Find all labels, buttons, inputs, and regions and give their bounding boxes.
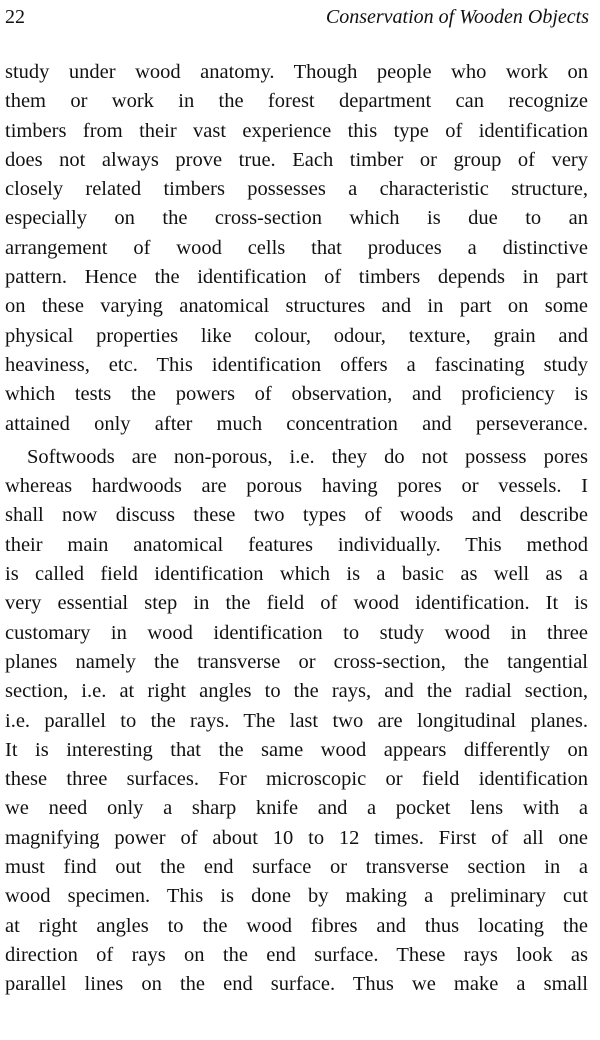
text-line: timbers from their vast experience this type of identification xyxy=(5,119,588,142)
text-line: direction of rays on the end surface. These rays look as xyxy=(5,943,588,966)
body-text xyxy=(5,58,588,1000)
text-line: closely related timbers possesses a characteristic structure, xyxy=(5,178,588,201)
text-line: them or work in the forest department can recognize xyxy=(5,90,588,113)
text-line: section, i.e. at right angles to the rays, and the radial section, xyxy=(5,680,588,703)
text-line: physical properties like colour, odour, texture, grain and xyxy=(5,324,588,347)
text-line: Softwoods are non-porous, i.e. they do not possess pores xyxy=(27,445,588,468)
page-header xyxy=(5,6,589,36)
text-line: at right angles to the wood fibres and thus locating the xyxy=(5,914,588,937)
text-line: pattern. Hence the identification of timbers depends in part xyxy=(5,266,588,289)
text-line: must find out the end surface or transverse section in a xyxy=(5,856,588,879)
text-line: we need only a sharp knife and a pocket lens with a xyxy=(5,797,588,820)
text-line: these three surfaces. For microscopic or field identification xyxy=(5,768,588,791)
text-line: especially on the cross-section which is due to an xyxy=(5,207,588,230)
text-line: study under wood anatomy. Though people who work on xyxy=(5,61,588,83)
text-line: planes namely the transverse or cross-section, the tangential xyxy=(5,650,588,673)
text-line: i.e. parallel to the rays. The last two are longitudinal planes. xyxy=(5,709,588,732)
text-line: is called field identification which is a basic as well as a xyxy=(5,563,588,586)
text-line: on these varying anatomical structures and in part on some xyxy=(5,295,588,318)
text-line: It is interesting that the same wood appears differently on xyxy=(5,738,588,761)
text-line: does not always prove true. Each timber or group of very xyxy=(5,148,588,171)
page-number: 22 xyxy=(5,6,25,28)
text-line: very essential step in the field of wood identification. It is xyxy=(5,592,588,615)
text-line: whereas hardwoods are porous having pores or vessels. I xyxy=(5,475,588,498)
paragraph-1 xyxy=(5,58,588,439)
text-line: wood specimen. This is done by making a preliminary cut xyxy=(5,885,588,908)
text-line: attained only after much concentration and perseverance. xyxy=(5,412,588,435)
text-line: magnifying power of about 10 to 12 times. First of all one xyxy=(5,826,588,849)
text-line: arrangement of wood cells that produces a distinctive xyxy=(5,236,588,259)
text-line: which tests the powers of observation, and proficiency is xyxy=(5,383,588,406)
text-line: shall now discuss these two types of woods and describe xyxy=(5,504,588,527)
text-line: customary in wood identification to study wood in three xyxy=(5,621,588,644)
text-line: parallel lines on the end surface. Thus we make a small xyxy=(5,973,588,996)
running-title: Conservation of Wooden Objects xyxy=(325,6,589,28)
text-line: heaviness, etc. This identification offers a fascinating study xyxy=(5,353,588,376)
text-line: their main anatomical features individually. This method xyxy=(5,533,588,556)
paragraph-2 xyxy=(5,443,588,1000)
